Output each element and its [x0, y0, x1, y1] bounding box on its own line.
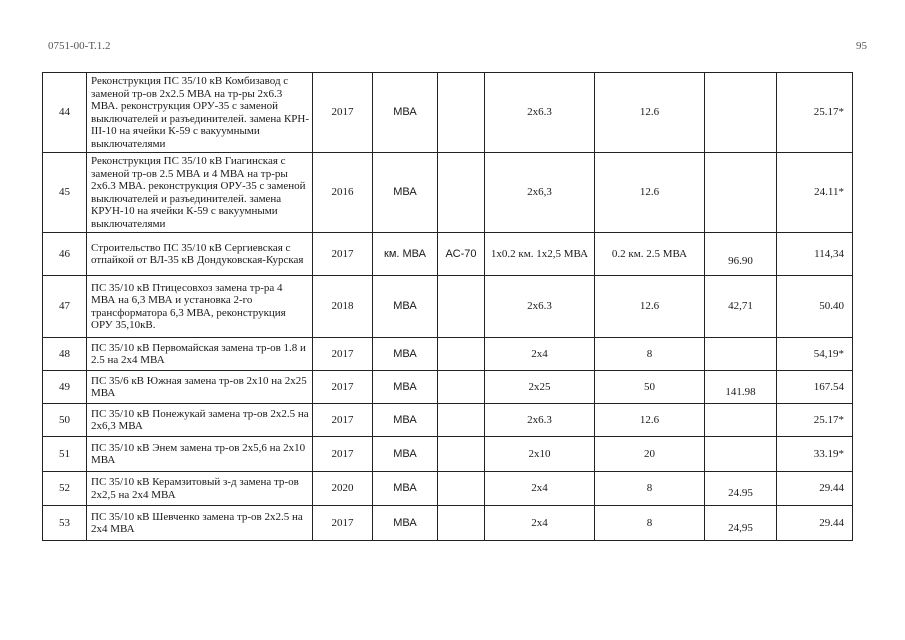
row-qty2: 12.6 [595, 276, 705, 338]
row-qty2: 20 [595, 437, 705, 472]
row-description: Реконструкция ПС 35/10 кВ Гиагинская с заменой тр-ов 2.5 МВА и 4 МВА на тр-ры 2х6.3 МВА. реконструкция ОРУ-35 с заменой выключателей и разъединителей. замена КРУН-10 на ячейки К-59 с вакуумными выключателями [87, 153, 313, 233]
row-wire [438, 506, 485, 541]
row-total: 29.44 [777, 506, 853, 541]
table-row [43, 276, 853, 338]
row-qty1: 2х6.3 [485, 276, 595, 338]
row-description: Реконструкция ПС 35/10 кВ Комбизавод с заменой тр-ов 2х2.5 МВА на тр-ры 2х6.3 МВА. реконструкция ОРУ-35 с заменой выключателей и разъединителей. замена КРН-III-10 на ячейки К-59 с вакуумными выключателями [87, 73, 313, 153]
row-year: 2018 [313, 276, 373, 338]
row-wire [438, 73, 485, 153]
table-row [43, 233, 853, 276]
row-qty2: 0.2 км. 2.5 МВА [595, 233, 705, 276]
row-cost [705, 506, 777, 541]
table-row [43, 338, 853, 371]
row-qty1: 2х6.3 [485, 73, 595, 153]
row-qty1: 1х0.2 км. 1х2,5 МВА [485, 233, 595, 276]
row-qty1: 2х6,3 [485, 153, 595, 233]
row-description: ПС 35/10 кВ Энем замена тр-ов 2х5,6 на 2х10 МВА [87, 437, 313, 472]
row-description: ПС 35/6 кВ Южная замена тр-ов 2х10 на 2х25 МВА [87, 371, 313, 404]
row-qty1: 2х10 [485, 437, 595, 472]
row-wire [438, 338, 485, 371]
row-total: 114,34 [777, 233, 853, 276]
row-qty2: 12.6 [595, 73, 705, 153]
row-qty2: 8 [595, 472, 705, 506]
row-number: 48 [43, 338, 87, 371]
row-year: 2017 [313, 404, 373, 437]
row-unit: МВА [373, 276, 438, 338]
row-unit: МВА [373, 506, 438, 541]
row-unit: МВА [373, 472, 438, 506]
row-qty1: 2х4 [485, 338, 595, 371]
row-cost [705, 338, 777, 371]
row-year: 2017 [313, 233, 373, 276]
row-qty1: 2х6.3 [485, 404, 595, 437]
row-wire [438, 276, 485, 338]
row-year: 2017 [313, 506, 373, 541]
row-number: 51 [43, 437, 87, 472]
row-total: 24.11* [777, 153, 853, 233]
document-code: 0751-00-Т.1.2 [48, 40, 111, 52]
row-year: 2017 [313, 371, 373, 404]
row-total: 25.17* [777, 73, 853, 153]
row-cost [705, 73, 777, 153]
row-total: 33.19* [777, 437, 853, 472]
row-cost [705, 404, 777, 437]
row-wire [438, 404, 485, 437]
row-cost-value: 141.98 [725, 385, 756, 398]
row-total: 29.44 [777, 472, 853, 506]
table-row [43, 73, 853, 153]
table-row [43, 371, 853, 404]
row-unit: МВА [373, 338, 438, 371]
row-number: 46 [43, 233, 87, 276]
table-row [43, 437, 853, 472]
row-year: 2017 [313, 338, 373, 371]
row-total: 167.54 [777, 371, 853, 404]
row-unit: МВА [373, 371, 438, 404]
row-unit: МВА [373, 437, 438, 472]
row-wire [438, 472, 485, 506]
row-wire: АС-70 [438, 233, 485, 276]
row-number: 53 [43, 506, 87, 541]
row-year: 2020 [313, 472, 373, 506]
row-cost [705, 437, 777, 472]
row-qty2: 50 [595, 371, 705, 404]
table-row [43, 404, 853, 437]
row-unit: МВА [373, 73, 438, 153]
row-cost [705, 153, 777, 233]
row-qty1: 2х25 [485, 371, 595, 404]
row-wire [438, 153, 485, 233]
row-qty1: 2х4 [485, 506, 595, 541]
row-number: 47 [43, 276, 87, 338]
row-cost-value: 24,95 [728, 521, 753, 534]
table-row [43, 472, 853, 506]
table-row [43, 153, 853, 233]
row-cost [705, 371, 777, 404]
row-unit: км. МВА [373, 233, 438, 276]
row-unit: МВА [373, 153, 438, 233]
row-qty2: 12.6 [595, 153, 705, 233]
row-description: ПС 35/10 кВ Птицесовхоз замена тр-ра 4 МВА на 6,3 МВА и установка 2-го трансформатора 6,3 МВА, реконструкция ОРУ 35,10кВ. [87, 276, 313, 338]
row-description: ПС 35/10 кВ Первомайская замена тр-ов 1.8 и 2.5 на 2х4 МВА [87, 338, 313, 371]
page-number: 95 [856, 40, 867, 52]
row-number: 50 [43, 404, 87, 437]
row-description: ПС 35/10 кВ Понежукай замена тр-ов 2х2.5 на 2х6,3 МВА [87, 404, 313, 437]
table-row [43, 506, 853, 541]
row-total: 25.17* [777, 404, 853, 437]
row-description: Строительство ПС 35/10 кВ Сергиевская с отпайкой от ВЛ-35 кВ Дондуковская-Курская [87, 233, 313, 276]
row-unit: МВА [373, 404, 438, 437]
row-year: 2017 [313, 437, 373, 472]
row-wire [438, 437, 485, 472]
row-total: 50.40 [777, 276, 853, 338]
row-number: 45 [43, 153, 87, 233]
row-number: 49 [43, 371, 87, 404]
row-description: ПС 35/10 кВ Шевченко замена тр-ов 2х2.5 на 2х4 МВА [87, 506, 313, 541]
row-cost: 42,71 [705, 276, 777, 338]
row-year: 2017 [313, 73, 373, 153]
row-description: ПС 35/10 кВ Керамзитовый з-д замена тр-ов 2х2,5 на 2х4 МВА [87, 472, 313, 506]
row-wire [438, 371, 485, 404]
row-cost [705, 472, 777, 506]
row-qty2: 8 [595, 506, 705, 541]
row-number: 52 [43, 472, 87, 506]
row-total: 54,19* [777, 338, 853, 371]
row-qty2: 12.6 [595, 404, 705, 437]
row-qty2: 8 [595, 338, 705, 371]
row-qty1: 2х4 [485, 472, 595, 506]
row-year: 2016 [313, 153, 373, 233]
investment-table [42, 72, 853, 541]
row-cost [705, 233, 777, 276]
row-number: 44 [43, 73, 87, 153]
row-cost-value: 24.95 [728, 487, 753, 500]
row-cost-value: 96.90 [728, 254, 753, 267]
